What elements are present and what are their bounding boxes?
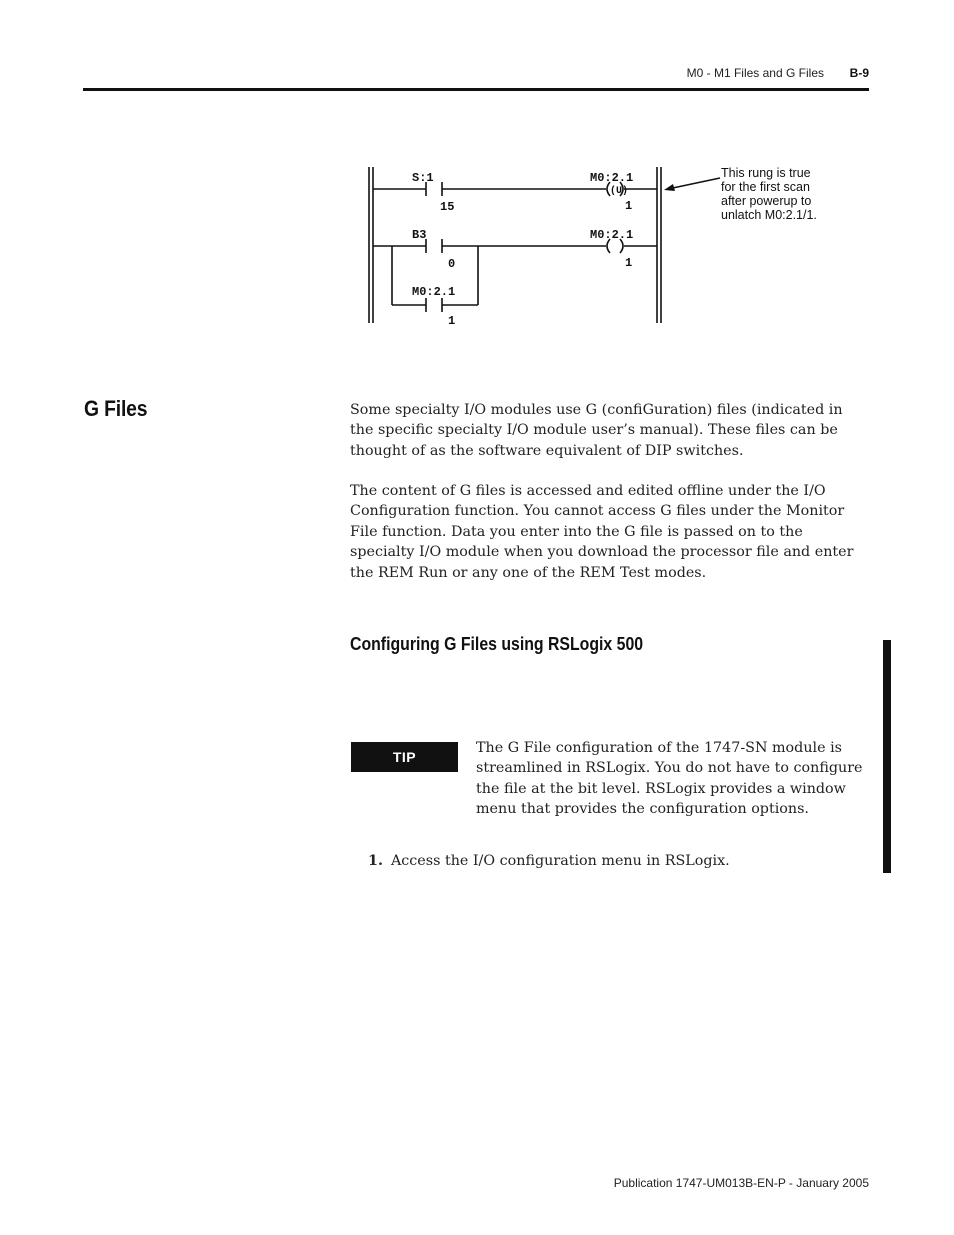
rung1-output-address: M0:2.1 [590, 171, 634, 185]
branch-bit: 1 [448, 314, 456, 328]
rung1-input-bit: 15 [440, 200, 455, 214]
chapter-tab-bar [883, 640, 891, 873]
step-text: Access the I/O configuration menu in RSLogix. [390, 853, 730, 869]
annotation-line-3: after powerup to [721, 194, 812, 208]
page-number: B-9 [849, 66, 869, 80]
annotation-line-1: This rung is true [721, 166, 811, 180]
annotation-line-2: for the first scan [721, 180, 810, 194]
step-number: 1. [368, 853, 383, 869]
tip-badge: TIP [351, 742, 458, 772]
rung2-input-bit: 0 [448, 257, 456, 271]
rung1-input-address: S:1 [412, 171, 434, 185]
paragraph: The content of G files is accessed and edited offline under the I/O Configuration function. You cannot access G files under the Monitor File function. Data you enter into the G file is passed on to the specialty I/O module when you download the processor file and enter the REM Run or any one of the REM Test modes. [350, 483, 854, 581]
running-header: M0 - M1 Files and G Files [686, 66, 824, 80]
paragraph: Some specialty I/O modules use G (confiGuration) files (indicated in the specific specialty I/O module user’s manual). These files can be thought of as the software equivalent of DIP switches. [350, 402, 843, 459]
step-item [368, 851, 730, 871]
rung1-output-bit: 1 [625, 199, 633, 213]
rung2-output-bit: 1 [625, 256, 633, 270]
header-rule [83, 88, 869, 91]
rung2-output-address: M0:2.1 [590, 228, 634, 242]
footer-publication: Publication 1747-UM013B-EN-P - January 2005 [613, 1176, 869, 1190]
subheading: Configuring G Files using RSLogix 500 [350, 634, 644, 654]
tip-text: The G File configuration of the 1747-SN module is streamlined in RSLogix. You do not have to configure the file at the bit level. RSLogix provides a window menu that provides the configuration options. [476, 740, 863, 818]
ladder-diagram [360, 160, 840, 335]
annotation-line-4: unlatch M0:2.1/1. [721, 208, 817, 222]
rung2-input-address: B3 [412, 228, 427, 242]
branch-address: M0:2.1 [412, 285, 456, 299]
rung1-output-symbol: (U) [610, 186, 629, 197]
section-title: G Files [84, 396, 148, 421]
